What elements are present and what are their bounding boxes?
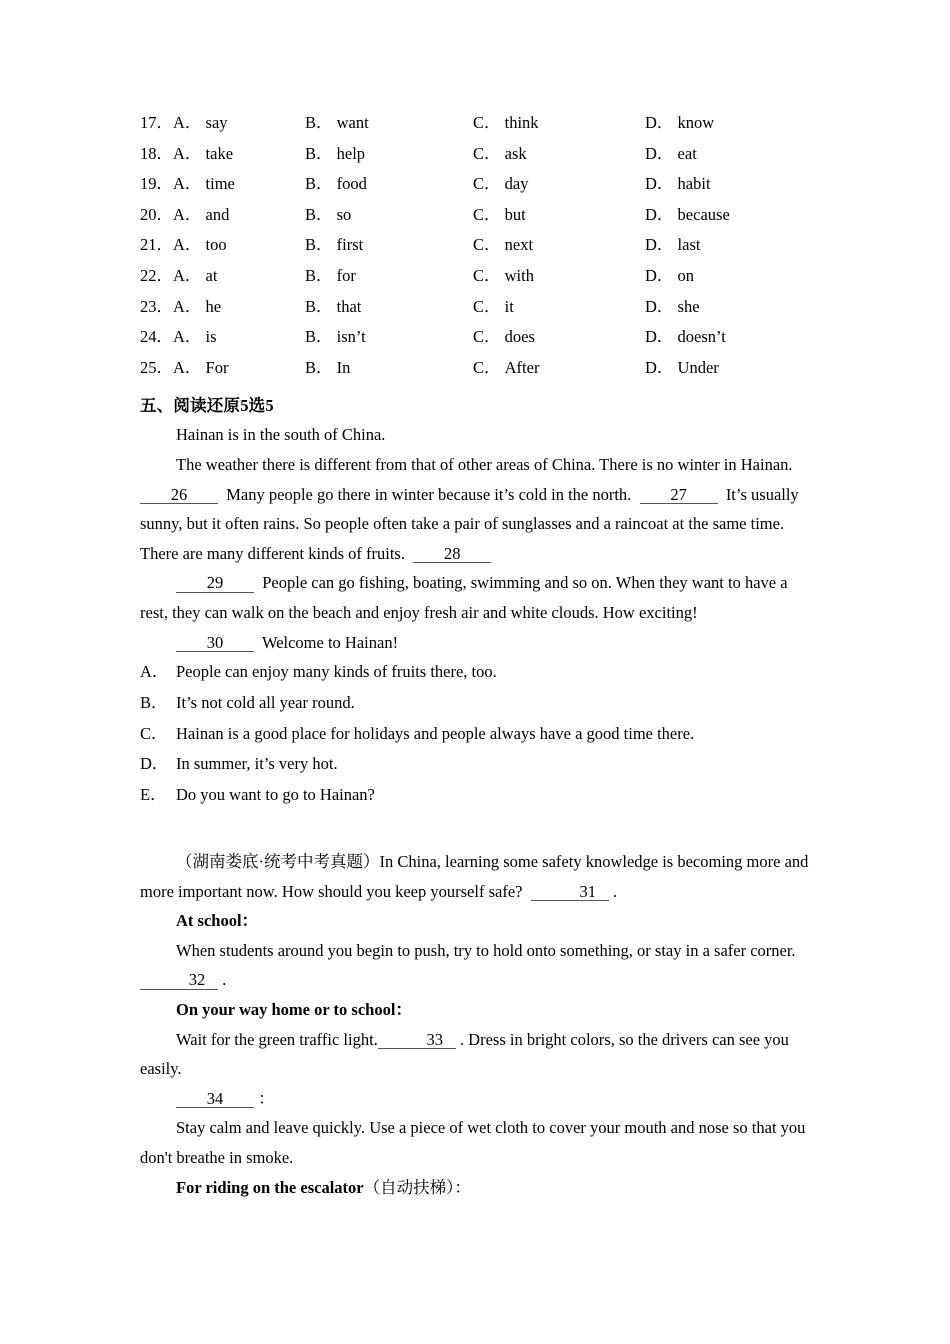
option-c[interactable]: [473, 200, 526, 231]
blank-34-colon: ：: [258, 1088, 275, 1108]
option-a-text: and: [205, 204, 230, 224]
option-c-text: day: [504, 174, 529, 194]
blank-29[interactable]: 29: [176, 574, 254, 592]
choice-letter-c: C．: [140, 723, 168, 743]
option-b-text: that: [336, 296, 362, 316]
option-a-label: A．: [173, 143, 202, 163]
mc-row-23: [140, 292, 810, 323]
section-five-heading: 五、阅读还原5选5: [140, 396, 274, 416]
option-a[interactable]: [173, 169, 235, 200]
option-d-text: on: [677, 265, 695, 285]
option-c-text: next: [504, 235, 534, 255]
choice-text-a: People can enjoy many kinds of fruits there, too.: [176, 662, 497, 682]
option-a[interactable]: [173, 261, 217, 292]
option-d[interactable]: [645, 353, 719, 384]
way-text-b: . Dress in bright colors, so the drivers can see you easily.: [140, 1029, 789, 1079]
option-c-text: does: [504, 327, 535, 347]
option-b[interactable]: [305, 292, 361, 323]
option-d-text: habit: [677, 174, 711, 194]
mc-row-25: [140, 353, 810, 384]
option-b[interactable]: [305, 139, 365, 170]
blank-28[interactable]: 28: [413, 545, 491, 563]
option-b-text: isn’t: [336, 327, 366, 347]
option-d[interactable]: [645, 108, 714, 139]
option-d-text: know: [677, 113, 715, 132]
choice-letter-d: D．: [140, 754, 169, 774]
option-c-text: ask: [504, 143, 527, 163]
blank-34[interactable]: 34: [176, 1090, 254, 1108]
option-c-label: C．: [473, 296, 501, 316]
exam-source-label: （湖南娄底·统考中考真题）: [176, 852, 380, 872]
option-d[interactable]: [645, 292, 700, 323]
option-b[interactable]: [305, 108, 369, 139]
option-c-label: C．: [473, 235, 501, 255]
choice-item-b[interactable]: [140, 688, 810, 719]
choice-text-b: It’s not cold all year round.: [176, 692, 355, 712]
option-d-label: D．: [645, 143, 674, 163]
option-b-label: B．: [305, 265, 333, 285]
option-c-label: C．: [473, 204, 501, 224]
option-c[interactable]: [473, 169, 528, 200]
option-c-text: think: [504, 113, 539, 132]
hainan-p3-text-b: It’s usually sunny, but it often rains. So people often take a pair of sunglasses and a raincoat at the same time. There are many different kinds of fruits.: [140, 484, 799, 563]
option-b-label: B．: [305, 357, 333, 377]
option-c[interactable]: [473, 353, 539, 384]
option-a[interactable]: [173, 139, 233, 170]
option-d-text: she: [677, 296, 700, 316]
option-c-label: C．: [473, 265, 501, 285]
option-d[interactable]: [645, 200, 730, 231]
question-number: 21．: [140, 235, 173, 255]
option-b[interactable]: [305, 230, 363, 261]
hainan-paragraph-4: [140, 568, 810, 627]
way-text-a: Wait for the green traffic light.: [176, 1029, 378, 1049]
option-d-text: because: [677, 204, 730, 224]
option-d-text: last: [677, 235, 701, 255]
option-d[interactable]: [645, 261, 694, 292]
option-c[interactable]: [473, 230, 533, 261]
mc-row-21: [140, 230, 810, 261]
mc-row-22: [140, 261, 810, 292]
heading-on-your-way: On your way home or to school：: [176, 1000, 412, 1020]
option-c-text: After: [504, 357, 540, 377]
question-number: 19．: [140, 174, 173, 194]
option-c-label: C．: [473, 174, 501, 194]
option-a[interactable]: [173, 353, 228, 384]
fire-heading-blank-line: [140, 1084, 810, 1114]
choice-text-e: Do you want to go to Hainan?: [176, 785, 375, 805]
safety-intro: [140, 847, 810, 906]
mc-row-17: [140, 108, 810, 139]
option-a-text: at: [205, 265, 218, 285]
option-d[interactable]: [645, 322, 726, 353]
choice-text-d: In summer, it’s very hot.: [176, 754, 338, 774]
mc-row-20: [140, 200, 810, 231]
hainan-p4-text: People can go fishing, boating, swimming and so on. When they want to have a rest, they can walk on the beach and enjoy fresh air and white clouds. How exciting!: [140, 573, 788, 622]
option-c[interactable]: [473, 108, 539, 139]
choice-letter-e: E．: [140, 785, 167, 805]
option-a-text: For: [205, 357, 229, 377]
option-b-text: want: [336, 113, 369, 132]
option-c-label: C．: [473, 327, 501, 347]
option-d-text: Under: [677, 357, 719, 377]
question-number: 25．: [140, 357, 173, 377]
page-content: [140, 108, 810, 1202]
option-a-text: too: [205, 235, 227, 255]
hainan-p5-text: Welcome to Hainan!: [261, 632, 399, 652]
blank-33[interactable]: 33: [378, 1031, 456, 1049]
hainan-paragraph-5: [140, 628, 810, 658]
option-b[interactable]: [305, 169, 367, 200]
hainan-paragraph-2: The weather there is different from that of other areas of China. There is no winter in Hainan.: [176, 454, 793, 474]
option-b-label: B．: [305, 174, 333, 194]
option-a-label: A．: [173, 357, 202, 377]
option-c-text: but: [504, 204, 526, 224]
mc-row-19: [140, 169, 810, 200]
option-a-label: A．: [173, 204, 202, 224]
heading-escalator-en: For riding on the escalator: [176, 1177, 364, 1197]
option-a-text: he: [205, 296, 222, 316]
option-b[interactable]: [305, 353, 350, 384]
option-b-text: In: [336, 357, 351, 377]
question-number: 23．: [140, 296, 173, 316]
option-d-label: D．: [645, 113, 674, 132]
choice-text-c: Hainan is a good place for holidays and people always have a good time there.: [176, 723, 695, 743]
option-b[interactable]: [305, 322, 366, 353]
safety-intro-period: .: [612, 881, 617, 901]
section-spacer: [140, 811, 810, 847]
option-d-label: D．: [645, 327, 674, 347]
at-school-period: .: [222, 970, 227, 990]
choice-letter-b: B．: [140, 692, 168, 712]
option-d-text: eat: [677, 143, 697, 163]
choice-item-a[interactable]: [140, 657, 810, 688]
at-school-text: When students around you begin to push, try to hold onto something, or stay in a safer corner.: [176, 940, 796, 960]
option-c-label: C．: [473, 357, 501, 377]
option-b-label: B．: [305, 327, 333, 347]
option-b-label: B．: [305, 143, 333, 163]
question-number: 22．: [140, 265, 173, 285]
on-your-way-paragraph: [140, 1025, 810, 1084]
option-a-text: time: [205, 174, 235, 194]
choice-item-e[interactable]: [140, 780, 810, 811]
mc-row-18: [140, 139, 810, 170]
option-c[interactable]: [473, 292, 514, 323]
option-c-label: C．: [473, 143, 501, 163]
option-a-label: A．: [173, 174, 202, 194]
blank-27[interactable]: 27: [640, 486, 718, 504]
option-a-label: A．: [173, 296, 202, 316]
option-b-text: for: [336, 265, 356, 285]
safety-intro-text: In China, learning some safety knowledge is becoming more and more important now. How should you keep yourself safe?: [140, 852, 809, 901]
hainan-paragraph-1: Hainan is in the south of China.: [176, 425, 386, 445]
at-school-paragraph: [140, 936, 810, 995]
question-number: 18．: [140, 143, 173, 163]
mc-row-24: [140, 322, 810, 353]
option-d[interactable]: [645, 169, 711, 200]
heading-at-school: At school：: [176, 911, 259, 931]
option-c-text: with: [504, 265, 534, 285]
option-c[interactable]: [473, 322, 535, 353]
option-b-text: so: [336, 204, 352, 224]
option-b[interactable]: [305, 261, 356, 292]
heading-escalator: [140, 1173, 810, 1203]
question-number: 17．: [140, 113, 173, 132]
option-d-label: D．: [645, 296, 674, 316]
heading-escalator-cn: （自动扶梯）：: [363, 1177, 471, 1197]
option-b-label: B．: [305, 204, 333, 224]
blank-26[interactable]: 26: [140, 486, 218, 504]
question-number: 20．: [140, 204, 173, 224]
option-d[interactable]: [645, 230, 700, 261]
option-a-label: A．: [173, 113, 202, 132]
option-d-label: D．: [645, 265, 674, 285]
choice-letter-a: A．: [140, 662, 169, 682]
option-a[interactable]: [173, 292, 221, 323]
option-d-label: D．: [645, 204, 674, 224]
hainan-p3-text-a: Many people go there in winter because it’s cold in the north.: [226, 484, 632, 504]
multiple-choice-list: [140, 108, 810, 383]
option-c[interactable]: [473, 261, 534, 292]
option-b-label: B．: [305, 296, 333, 316]
option-a-text: take: [205, 143, 234, 163]
fire-paragraph: Stay calm and leave quickly. Use a piece of wet cloth to cover your mouth and nose so that you don't breathe in smoke.: [140, 1118, 806, 1168]
option-a[interactable]: [173, 200, 229, 231]
option-b-text: first: [336, 235, 364, 255]
option-d-label: D．: [645, 357, 674, 377]
option-a-label: A．: [173, 327, 202, 347]
option-a[interactable]: [173, 322, 217, 353]
option-b-label: B．: [305, 235, 333, 255]
option-d-label: D．: [645, 174, 674, 194]
blank-32[interactable]: 32: [140, 971, 218, 989]
hainan-paragraph-3: [140, 480, 810, 569]
option-d[interactable]: [645, 139, 697, 170]
option-d-text: doesn’t: [677, 327, 726, 347]
option-b-text: food: [336, 174, 367, 194]
option-a[interactable]: [173, 230, 227, 261]
option-c-label: C．: [473, 113, 501, 132]
option-a-text: is: [205, 327, 217, 347]
choice-item-d[interactable]: [140, 749, 810, 780]
option-b-label: B．: [305, 113, 333, 132]
option-b[interactable]: [305, 200, 351, 231]
option-a-text: say: [205, 113, 228, 132]
option-c[interactable]: [473, 139, 527, 170]
option-c-text: it: [504, 296, 514, 316]
question-number: 24．: [140, 327, 173, 347]
option-a-label: A．: [173, 265, 202, 285]
choice-item-c[interactable]: [140, 719, 810, 750]
option-d-label: D．: [645, 235, 674, 255]
blank-30[interactable]: 30: [176, 634, 254, 652]
option-a[interactable]: [173, 108, 228, 139]
option-b-text: help: [336, 143, 366, 163]
option-a-label: A．: [173, 235, 202, 255]
blank-31[interactable]: 31: [531, 883, 609, 901]
